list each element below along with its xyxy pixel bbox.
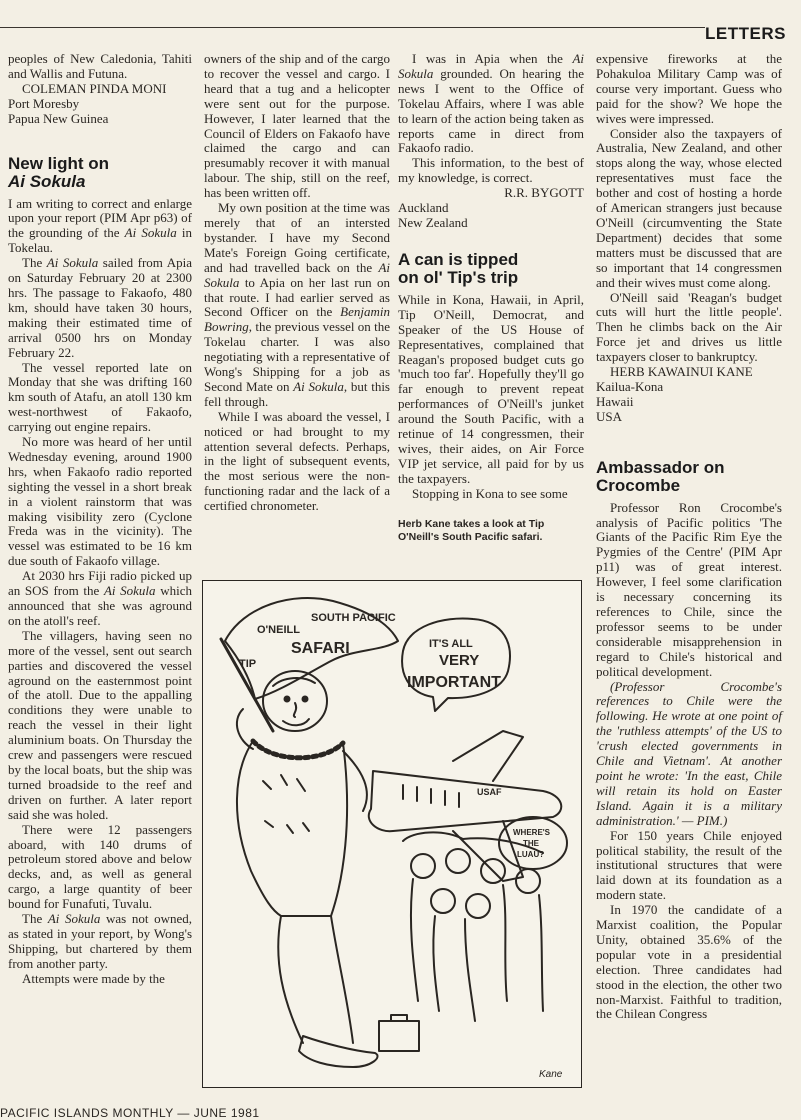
signature-place: Auckland — [398, 200, 449, 216]
artist-signature: Kane — [539, 1069, 563, 1080]
paragraph: In 1970 the candidate of a Marxist coalition, the Popular Unity, obtained 35.6% of the popular vote in a presidential election. Three candidates had stood in the election, the other two non-Marxist. Faithful to tradition, the Chilean Congress — [596, 902, 782, 1022]
flag-text: SOUTH PACIFIC — [311, 612, 396, 624]
headline-line: New light on — [8, 153, 110, 173]
paragraph: For 150 years Chile enjoyed political stability, the result of the institutional structures that were laid down at its foundation as a modern state. — [596, 827, 782, 903]
paragraph: The Ai Sokula sailed from Apia on Saturday February 20 at 2300 hrs. The passage to Fakaofo, 480 km, should have taken 30 hours, making their estimated time of arrival 0500 hrs on Monday February 22. — [8, 255, 192, 360]
section-title: LETTERS — [705, 24, 786, 43]
headline-line: Ambassador on — [596, 457, 725, 477]
headline-line: A can is tipped — [398, 249, 519, 269]
paragraph: There were 12 passengers aboard, with 140 drums of petroleum stored above and below decks, and, as well as general cargo, a large quantity of beer bound for Funafuti, Tuvalu. — [8, 821, 192, 912]
column-4 — [596, 52, 782, 1022]
flag-text: TIP — [239, 658, 257, 670]
letter-continuation: peoples of New Caledonia, Tahiti and Wallis and Futuna. — [8, 51, 192, 81]
bubble-text: VERY — [439, 652, 480, 669]
signature-place: Papua New Guinea — [8, 110, 109, 126]
paragraph: Stopping in Kona to see some — [412, 485, 568, 501]
paragraph: The vessel reported late on Monday that she was drifting 160 km south of Atafu, an atoll 130 km west-northwest of Fakaofo, carrying out engine repairs. — [8, 359, 192, 435]
paragraph: The villagers, having seen no more of the vessel, sent out search parties and discovered the vessel aground on the easternmost point of the atoll. Due to the appalling conditions they were unable to reach the vessel in their light aluminium boats. On Thursday the crew and passengers were rescued by the local boats, but the ship was turned broadside to the reef and driven on further. A later report said she was holed. — [8, 627, 192, 822]
signature-place: Port Moresby — [8, 95, 80, 111]
small-bubble-text: LUAU? — [517, 850, 545, 859]
cartoon-drawing — [203, 581, 581, 1087]
plane-label: USAF — [477, 787, 502, 797]
flag-text: SAFARI — [291, 640, 350, 657]
paragraph: O'Neill said 'Reagan's budget cuts will hurt the little people'. Then he climbs back on the Air Force jet and drives us little taxpayers closer to bankruptcy. — [596, 289, 782, 365]
column-1 — [8, 52, 192, 987]
paragraph: expensive fireworks at the Pohakuloa Military Camp was of course very important. Guess who paid for the show? We hope the wives were impressed. — [596, 51, 782, 126]
paragraph: owners of the ship and of the cargo to recover the vessel and cargo. I heard that a tug and a helicopter were sent out for the purpose. However, I later learned that the Council of Elders on Fakaofo have claimed the cargo and can presumably recover it with manual labour. The ship, still on the reef, has been written off. — [204, 51, 390, 201]
paragraph: I am writing to correct and enlarge upon your report (PIM Apr p63) of the grounding of the Ai Sokula in Tokelau. — [8, 195, 192, 256]
paragraph: While I was aboard the vessel, I noticed or had brought to my attention several defects. Perhaps, in the light of subsequent events, the most serious were the non-functioning radar and the lack of a certified chronometer. — [204, 408, 390, 514]
column-3 — [398, 52, 584, 544]
paragraph: This information, to the best of my knowledge, is correct. — [398, 155, 584, 186]
cartoon-illustration — [202, 580, 582, 1088]
small-bubble-text: WHERE'S — [513, 828, 551, 837]
bubble-text: IT'S ALL — [429, 638, 473, 650]
paragraph: I was in Apia when the Ai Sokula grounded. On hearing the news I went to the Office of Tokelau Affairs, where I was able to learn of the action being taken as reports came in direct from Fakaofo radio. — [398, 51, 584, 156]
signature-place: USA — [596, 408, 623, 424]
headline-line: Ai Sokula — [8, 171, 86, 191]
paragraph: My own position at the time was merely that of an intersted bystander. I have my Second Mate's Foreign Going certificate, and had travelled back on the Ai Sokula to Apia on her last run on that route. I had earlier served as Second Officer on the Benjamin Bowring, the previous vessel on the Tokelau charter. I was also negotiating with a representative of Wong's Shipping for a job as Second Mate on Ai Sokula, but this fell through. — [204, 200, 390, 409]
signature-name: COLEMAN PINDA MONI — [22, 80, 167, 96]
paragraph: While in Kona, Hawaii, in April, Tip O'Neill, Democrat, and Speaker of the US House of Representatives, complained that Reagan's proposed budget cuts go 'much too far'. Hopefully they'll go far enough to prevent repeat performances of O'Neill's junket around the South Pacific, with a retinue of 14 congressmen, their wives, their aides, on Air Force VIP jet service, all paid for by us the taxpayers. — [398, 291, 584, 486]
signature-name: HERB KAWAINUI KANE — [610, 364, 753, 380]
paragraph: (Professor Crocombe's references to Chile were the following. He wrote at one point of the 'ruthless attempts' of the US to 'crush elected governments in Chile and Vietnam'. At another point he wrote: 'In the east, Chile will retain its hold on Easter Island. Again it is a military administration.' — PIM.) — [596, 678, 782, 828]
headline-ai-sokula — [8, 155, 192, 191]
signature-place: New Zealand — [398, 214, 468, 230]
headline-ambassador — [596, 459, 782, 495]
paragraph: At 2030 hrs Fiji radio picked up an SOS from the Ai Sokula which announced that she was aground on the atoll's reef. — [8, 568, 192, 628]
signature-name: R.R. BYGOTT — [504, 185, 584, 201]
paragraph: No more was heard of her until Wednesday evening, around 1900 hrs, when Fakaofo radio reported sighting the vessel in a short break in a violent rainstorm that was making visibility zero (Cyclone Freda was in the vicinity). The vessel was estimated to be 16 km due south of Fakaofo village. — [8, 434, 192, 569]
signature-place: Kailua-Kona — [596, 378, 664, 394]
column-2 — [204, 52, 390, 514]
paragraph: Attempts were made by the — [22, 970, 165, 986]
cartoon-caption: Herb Kane takes a look at Tip O'Neill's South Pacific safari. — [398, 517, 545, 543]
bubble-text: IMPORTANT — [407, 674, 501, 691]
page-footer: PACIFIC ISLANDS MONTHLY — JUNE 1981 — [0, 1106, 260, 1120]
small-bubble-text: THE — [523, 839, 539, 848]
headline-line: Crocombe — [596, 475, 681, 495]
headline-can-tipped — [398, 251, 584, 287]
headline-line: on ol' Tip's trip — [398, 267, 519, 287]
paragraph: The Ai Sokula was not owned, as stated in your report, by Wong's Shipping, but chartered by them from another party. — [8, 911, 192, 971]
flag-text: O'NEILL — [257, 624, 300, 636]
signature-place: Hawaii — [596, 393, 634, 409]
paragraph: Consider also the taxpayers of Australia, New Zealand, and other stops along the way, whose elected representatives must face the bother and cost of hosting a horde of American strangers just because O'Neill (circumventing the State Department) decides that some matters must be discussed that are so important that 14 congressmen and their wives must come along. — [596, 125, 782, 290]
header-rule — [0, 27, 705, 28]
paragraph: Professor Ron Crocombe's analysis of Pacific politics 'The Giants of the Pacific Rim Eye the Pygmies of the Centre' (PIM Apr p11) was of great interest. However, I feel some clarification is necessary concerning its references to Chile, since the professor seems to be under considerable misapprehension in regard to Chile's historical and political development. — [596, 499, 782, 679]
